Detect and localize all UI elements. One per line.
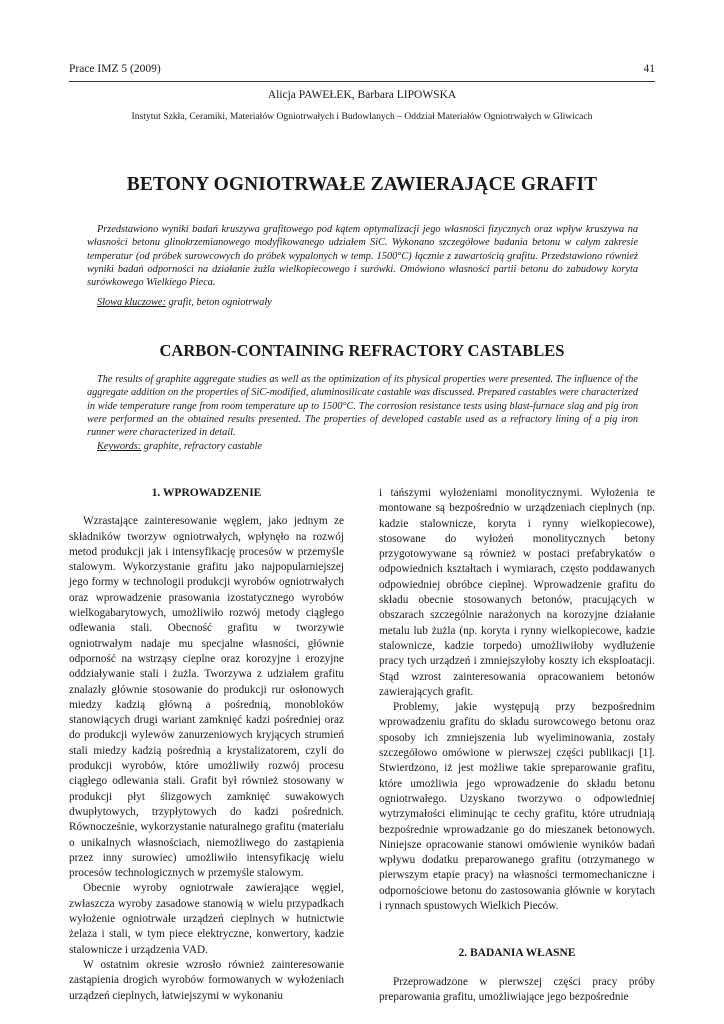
- paragraph: Problemy, jakie występują przy bezpośrednim wprowadzeniu grafitu do składu surowcowego betonu oraz sposoby ich zmniejszenia lub wyeliminowania, zostały szczegółowo omówione w pierwszej części publikacji [1]. Stwierdzono, iż jest możliwe takie spreparowanie grafitu, które umożliwia jego wprowadzenie do składu betonu ogniotrwałego. Uzyskano tworzywo o odpowiedniej wytrzymałości eliminując te cechy grafitu, które utrudniają bezpośrednie wprowadzanie go do mieszanek betonowych. Niniejsze opracowanie stanowi omówienie wyników badań wpływu dodatku preparowanego grafitu (otrzymanego w pierwszym etapie pracy) na własności termomechaniczne i odpornościowe betonu do zastosowania głównie w korytach i rynnach spustowych Wielkich Pieców.: [379, 701, 655, 913]
- abstract-polish-text: Przedstawiono wyniki badań kruszywa grafitowego pod kątem optymalizacji jego własności fizycznych oraz wpływ kruszywa na własności betonu glinokrzemianowego modyfikowanego udziałem SiC. Wykonano szczegółowe badania betonu w całym zakresie temperatur (od próbek surowcowych do próbek wypalonych w temp. 1500°C) łącznie z zawartością grafitu. Przedstawiono również wyniki badań odporności na działanie żużla wielkopiecowego i surówki. Omówiono własności partii betonu do zabudowy koryta surówkowego Wielkiego Pieca.: [87, 224, 638, 289]
- paragraph: Wzrastające zainteresowanie węglem, jako jednym ze składników tworzyw ogniotrwałych, wpłynęło na rozwój metod produkcji jak i intensyfikację procesów w przemyśle stalowym. Wykorzystanie grafitu jako najpopularniejszej jego formy w technologii produkcji wyrobów ogniotrwałych oraz wprowadzenie prasowania izostatycznego wyrobów wielkogabarytowych, umożliwiło rozwój metody ciągłego odlewania stali. Obecność grafitu w tworzywie ogniotrwałym nadaje mu specjalne własności, głównie odporność na wstrząsy cieplne oraz korozyjne i erozyjne oddziaływanie stali i żużla. Tworzywa z udziałem grafitu znalazły głównie stosowanie do produkcji rur osłonowych miedzy kadzią główną a pośrednią, monobloków stanowiących drugi wariant zamknięć kadzi pośredniej oraz do produkcji wylewów zanurzeniowych kryjących strumień stali miedzy kadzią pośrednią a krystalizatorem, czyli do produkcji wyrobów, które umożliwiły rozwój procesu ciągłego odlewania stali. Grafit był również stosowany w produkcji płyt ślizgowych zamknięć suwakowych dwupłytowych, trzypłytowych do kadzi pośrednich. Równocześnie, wykorzystanie naturalnego grafitu (materiału o unikalnych własnościach, niemożliwego do zastąpienia przez inny surowiec) umożliwiło intensyfikację wielu procesów technologicznych w przemyśle stalowym.: [69, 515, 344, 880]
- paragraph: Przeprowadzone w pierwszej części pracy próby preparowania grafitu, umożliwiające jego bezpośrednie: [379, 975, 655, 1003]
- journal-header: Prace IMZ 5 (2009): [69, 63, 161, 75]
- page-number: 41: [643, 63, 655, 75]
- abstract-english: [87, 373, 638, 439]
- keywords-polish: [97, 297, 272, 308]
- keywords-english-label: Keywords:: [97, 441, 142, 452]
- section-heading-own-research: 2. BADANIA WŁASNE: [458, 947, 576, 960]
- paragraph: W ostatnim okresie wzrosło również zainteresowanie zastąpienia drogich wyrobów formowanych w wyłożeniach urządzeń cieplnych, łatwiejszymi w wykonaniu: [69, 958, 344, 1002]
- left-column: [69, 486, 344, 1004]
- abstract-english-text: The results of graphite aggregate studies as well as the optimization of its physical properties were presented. The influence of the aggregate addition on the properties of SiC-modified, aluminosilicate castable was discussed. Prepared castables were characterized in wide temperature range from room temperature up to 1500°C. The corrosion resistance tests using blast-furnace slag and pig iron were performed an the obtained results presented. The properties of developed castable used as a refractory lining of a pig iron runner were characterized in detail.: [87, 374, 638, 439]
- right-column: [379, 486, 655, 1005]
- keywords-english: [97, 441, 262, 452]
- paragraph: Obecnie wyroby ogniotrwałe zawierające węgiel, zwłaszcza wyroby zasadowe stanowią w wielu przypadkach wyłożenie ogniotrwałe urządzeń cieplnych w hutnictwie żelaza i stali, w tym piece elektryczne, konwertory, kadzie stalownicze i urządzenia VAD.: [69, 882, 344, 956]
- abstract-polish: [87, 223, 638, 289]
- keywords-english-value: graphite, refractory castable: [141, 441, 263, 452]
- affiliation: Instytut Szkła, Ceramiki, Materiałów Ogniotrwałych i Budowlanych – Oddział Materiałów Ogniotrwałych w Gliwicach: [131, 111, 593, 122]
- section-heading-introduction: 1. WPROWADZENIE: [151, 487, 262, 499]
- title-english: CARBON-CONTAINING REFRACTORY CASTABLES: [159, 341, 565, 360]
- authors: Alicja PAWEŁEK, Barbara LIPOWSKA: [267, 89, 457, 101]
- keywords-polish-label: Słowa kluczowe:: [97, 297, 166, 308]
- keywords-polish-value: grafit, beton ogniotrwały: [165, 297, 272, 308]
- header-rule: [69, 81, 655, 82]
- title-polish: BETONY OGNIOTRWAŁE ZAWIERAJĄCE GRAFIT: [126, 174, 598, 195]
- paragraph: i tańszymi wyłożeniami monolitycznymi. Wyłożenia te montowane są bezpośrednio w urządzeniach cieplnych (np. kadzie stalownicze, koryta i rynny wielkopiecowe), stosowane do wyłożeń monolitycznych betony przygotowywane są również w postaci prefabrykatów o odpowiednich kształtach i wymiarach, często poddawanych odpowiedniej obróbce cieplnej. Wprowadzenie grafitu do składu obecnie stosowanych betonów, pracujących w obszarach szczególnie narażonych na korozyjne działanie metalu lub żużla (np. koryta i rynny wielkopiecowe, kadzie stalownicze, kadzie torpedo) umożliwiłoby wydłużenie pracy tych urządzeń i zmniejszyłoby koszty ich eksploatacji. Stąd wzrost zainteresowania opracowaniem betonów zawierających grafit.: [379, 487, 655, 698]
